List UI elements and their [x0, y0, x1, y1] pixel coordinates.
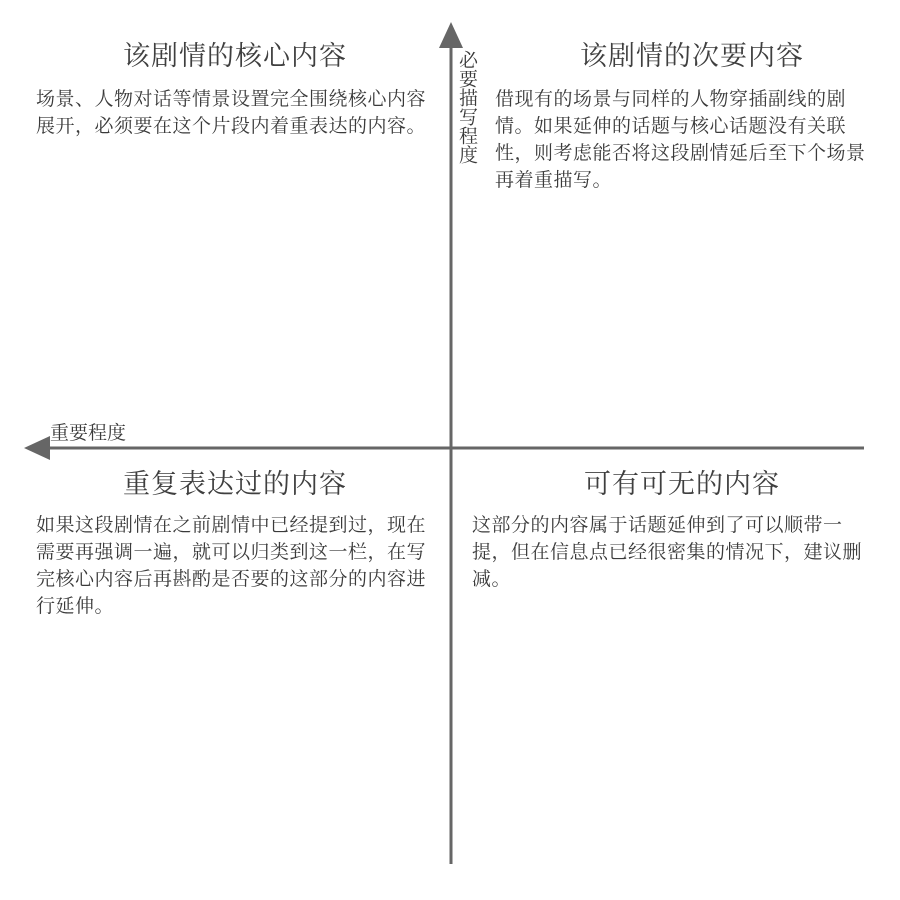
quadrant-body: 借现有的场景与同样的人物穿插副线的剧情。如果延伸的话题与核心话题没有关联性，则考虑能否将这段剧情延后至下个场景再着重描写。	[495, 88, 866, 191]
quadrant-body: 这部分的内容属于话题延伸到了可以顺带一提，但在信息点已经很密集的情况下，建议删减。	[472, 514, 863, 590]
horizontal-axis-label: 重要程度	[50, 422, 127, 444]
quadrant-title: 该剧情的次要内容	[580, 41, 804, 72]
quadrant-title: 重复表达过的内容	[123, 469, 347, 500]
vertical-axis-arrow-icon	[439, 22, 463, 48]
quadrant-title: 该剧情的核心内容	[123, 41, 347, 72]
quadrant-body: 如果这段剧情在之前剧情中已经提到过，现在需要再强调一遍，就可以归类到这一栏，在写完核心内容后再斟酌是否要的这部分的内容进行延伸。	[36, 514, 427, 617]
vertical-axis-label: 必要描写程度	[456, 50, 478, 164]
quadrant-title: 可有可无的内容	[584, 469, 780, 500]
quadrant-body: 场景、人物对话等情景设置完全围绕核心内容展开，必须要在这个片段内着重表达的内容。	[36, 88, 427, 137]
horizontal-axis-arrow-icon	[24, 436, 50, 460]
